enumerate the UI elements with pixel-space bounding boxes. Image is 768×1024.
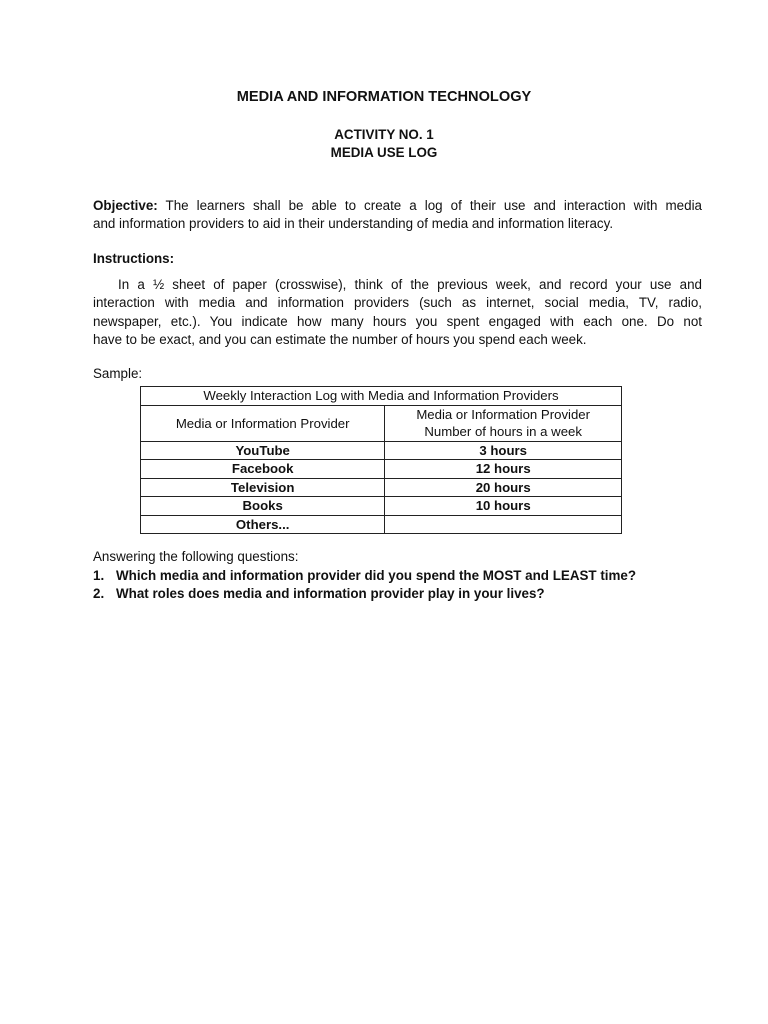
instructions-line-4: have to be exact, and you can estimate the number of hours you spend each week. [93,332,587,347]
table-row [141,478,622,497]
hours-cell: 12 hours [385,460,622,479]
question-text: Which media and information provider did you spend the MOST and LEAST time? [116,568,637,583]
provider-cell: YouTube [141,441,385,460]
objective-label: Objective: [93,198,158,213]
hours-cell [385,515,622,534]
media-log-table [140,386,622,534]
objective-text: The learners shall be able to create a log of their use and interaction with media [157,198,702,213]
table-row [141,497,622,516]
header-hours-line-1: Media or Information Provider [416,407,591,422]
instructions-label: Instructions: [93,251,175,266]
questions-intro: Answering the following questions: [93,549,299,564]
document-title: MEDIA AND INFORMATION TECHNOLOGY [236,89,532,105]
instructions-line-3: newspaper, etc.). You indicate how many hours you spent engaged with each one. Do not [93,314,702,329]
instructions-line-2: interaction with media and information providers (such as internet, social media, TV, radio, [93,295,702,310]
provider-cell: Others... [141,515,385,534]
question-number: 2. [93,586,105,601]
questions-list [93,567,636,603]
question-item [93,585,636,603]
objective-line-1 [93,197,702,215]
table-row [141,460,622,479]
hours-cell: 10 hours [385,497,622,516]
objective-line-2: and information providers to aid in their understanding of media and information literacy. [93,216,614,231]
table-header-row [141,405,622,441]
table-row [141,515,622,534]
table-row [141,441,622,460]
question-number: 1. [93,568,105,583]
activity-name: MEDIA USE LOG [330,145,438,160]
provider-cell: Facebook [141,460,385,479]
instructions-line-1: In a ½ sheet of paper (crosswise), think of the previous week, and record your use and [118,277,702,292]
table-caption: Weekly Interaction Log with Media and Information Providers [141,387,622,406]
provider-cell: Books [141,497,385,516]
header-hours-line-2: Number of hours in a week [424,424,582,439]
header-hours [385,405,622,441]
table-caption-row [141,387,622,406]
question-text: What roles does media and information provider play in your lives? [116,586,545,601]
question-item [93,567,636,585]
sample-label: Sample: [93,366,143,381]
provider-cell: Television [141,478,385,497]
header-provider: Media or Information Provider [141,405,385,441]
hours-cell: 3 hours [385,441,622,460]
hours-cell: 20 hours [385,478,622,497]
activity-number: ACTIVITY NO. 1 [334,127,434,142]
